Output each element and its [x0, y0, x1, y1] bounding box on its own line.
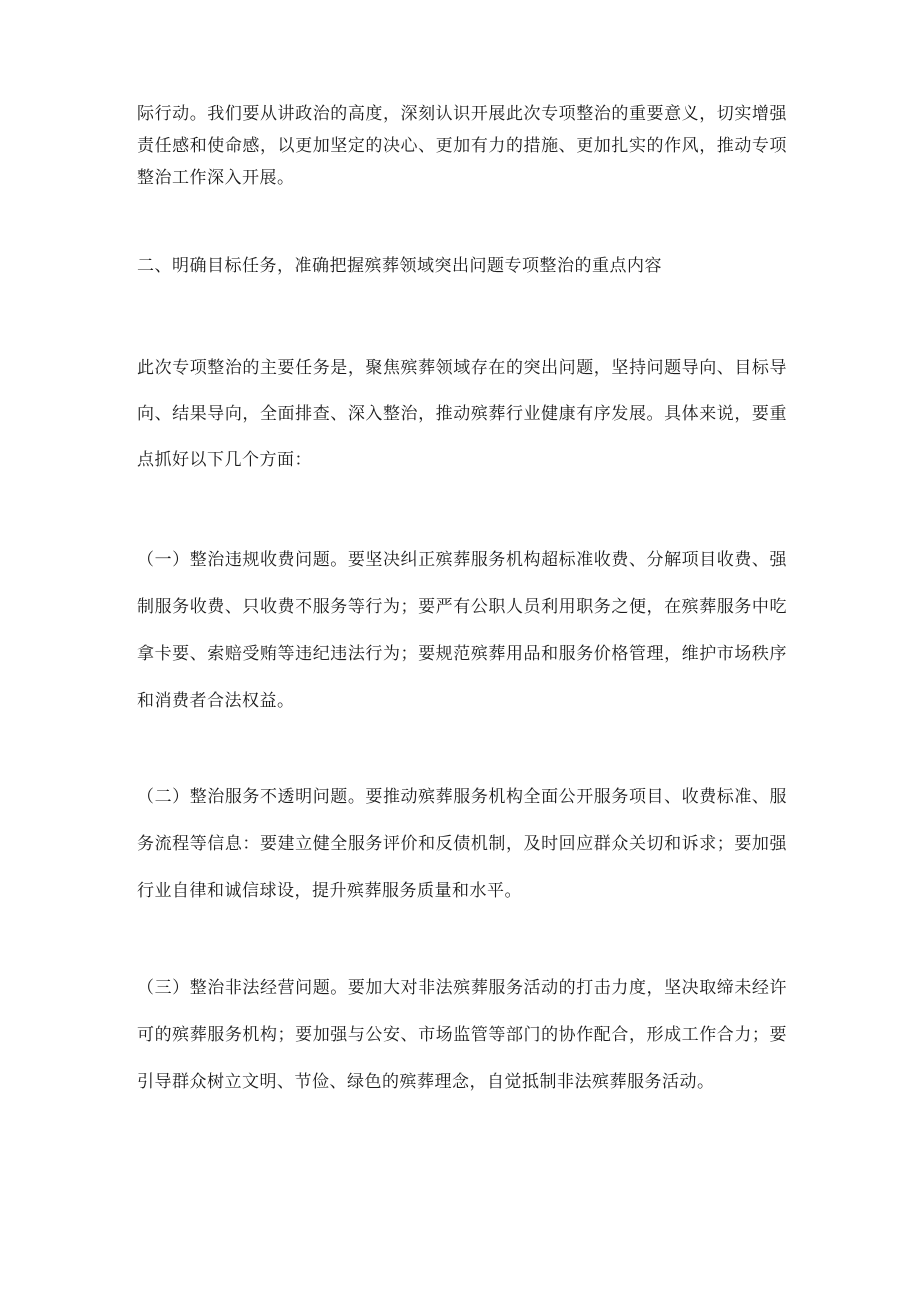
body-paragraph-item-1: （一）整治违规收费问题。要坚决纠正殡葬服务机构超标准收费、分解项目收费、强制服务收费、只收费不服务等行为；要严有公职人员利用职务之便，在殡葬服务中吃拿卡要、索赔受贿等违纪违法行为；要规范殡葬用品和服务价格管理，维护市场秩序和消费者合法权益。	[137, 550, 787, 711]
body-paragraph-item-2: （二）整治服务不透明问题。要推动殡葬服务机构全面公开服务项目、收费标准、服务流程等信息：要建立健全服务评价和反债机制，及时回应群众关切和诉求；要加强行业自律和诚信球设，提升殡葬服务质量和水平。	[137, 787, 787, 901]
body-paragraph-intro-continuation: 际行动。我们要从讲政治的高度，深刻认识开展此次专项整治的重要意义，切实增强责任感和使命感，以更加坚定的决心、更加有力的措施、更加扎实的作风，推动专项整治工作深入开展。	[137, 104, 787, 188]
body-paragraph-main-tasks: 此次专项整治的主要任务是，聚焦殡葬领域存在的突出问题，坚持问题导向、目标导向、结果导向，全面排查、深入整治，推动殡葬行业健康有序发展。具体来说，要重点抓好以下几个方面：	[137, 358, 787, 470]
body-paragraph-item-3: （三）整治非法经营问题。要加大对非法殡葬服务活动的打击力度，坚决取缔未经许可的殡葬服务机构；要加强与公安、市场监管等部门的协作配合，形成工作合力；要引导群众树立文明、节俭、绿色的殡葬理念，自觉抵制非法殡葬服务活动。	[137, 978, 787, 1092]
section-heading-2: 二、明确目标任务，准确把握殡葬领域突出问题专项整治的重点内容	[137, 256, 662, 276]
